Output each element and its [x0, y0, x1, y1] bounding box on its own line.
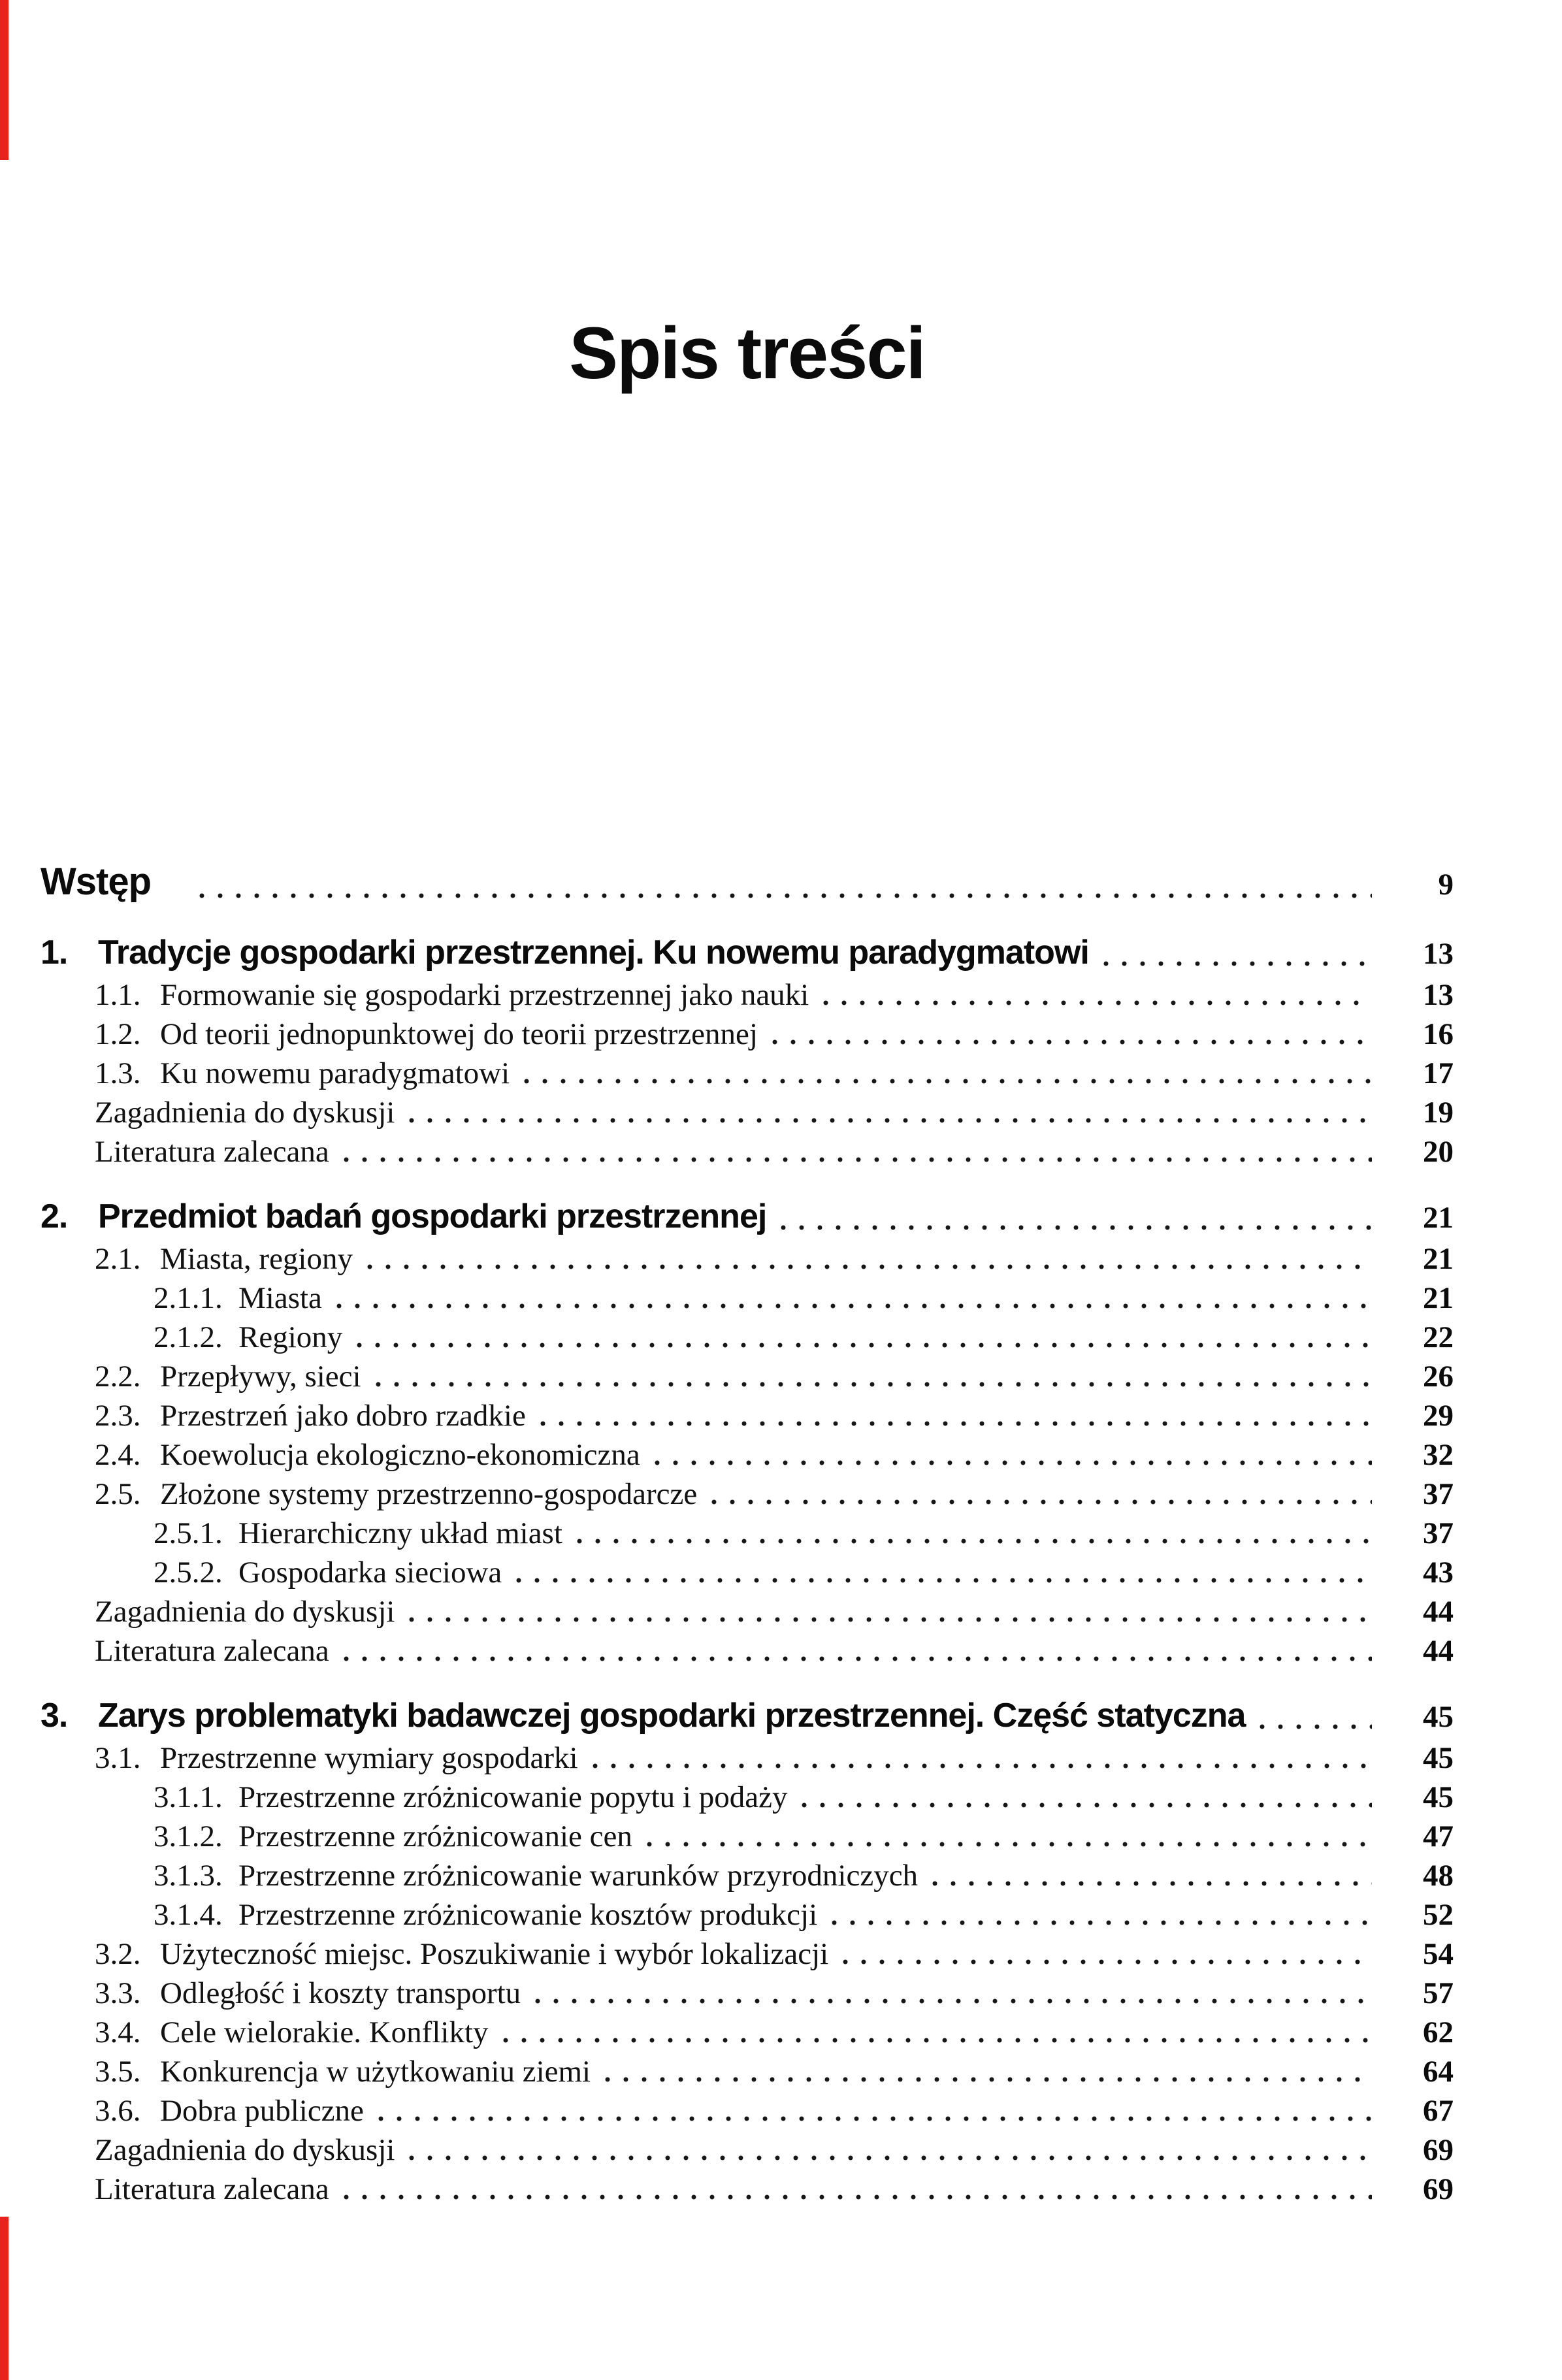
toc-leader-dots — [366, 1263, 1372, 1271]
toc-entry-number: 3.1. — [95, 1741, 141, 1775]
toc-entry-number: 1. — [41, 934, 68, 971]
toc-leader-dots — [335, 1302, 1372, 1311]
toc-row — [95, 2013, 1454, 2052]
toc-entry-number: 2.4. — [95, 1438, 141, 1472]
toc-leader-dots — [771, 1038, 1372, 1047]
toc-page-number: 52 — [1423, 1898, 1454, 1932]
toc-entry-label: Złożone systemy przestrzenno-gospodarcze — [160, 1477, 698, 1511]
scan-artifact-bottom-left — [0, 2217, 8, 2380]
toc-entry-number: 3.5. — [95, 2055, 141, 2089]
toc-entry-label: Przepływy, sieci — [160, 1360, 361, 1394]
toc-page-number: 13 — [1423, 937, 1454, 971]
toc-entry-label: Przestrzenne wymiary gospodarki — [160, 1741, 578, 1775]
toc-entry-number: 3.1.1. — [154, 1780, 223, 1814]
toc-row — [95, 2052, 1454, 2091]
toc-row — [154, 1553, 1454, 1592]
toc-page-number: 16 — [1423, 1017, 1454, 1051]
toc-page-number: 13 — [1423, 978, 1454, 1012]
toc-row — [41, 859, 1454, 907]
toc-entry-number: 3.1.2. — [154, 1819, 223, 1853]
toc-page-number: 21 — [1423, 1201, 1454, 1235]
toc-leader-dots — [591, 1762, 1372, 1770]
toc-leader-dots — [841, 1958, 1372, 1966]
toc-entry-label: Konkurencja w użytkowaniu ziemi — [160, 2055, 591, 2089]
toc-entry-number: 2.5.1. — [154, 1516, 223, 1550]
toc-row — [95, 1239, 1454, 1279]
toc-row — [95, 1132, 1454, 1171]
toc-leader-dots — [408, 1117, 1372, 1125]
toc-entry-label: Cele wielorakie. Konflikty — [160, 2015, 489, 2049]
toc-page-number: 64 — [1423, 2055, 1454, 2089]
toc-entry-label: Użyteczność miejsc. Poszukiwanie i wybór lokalizacji — [160, 1937, 829, 1971]
toc-row — [95, 1396, 1454, 1435]
toc-entry-number: 2. — [41, 1198, 68, 1235]
toc-entry-number: 3.1.3. — [154, 1859, 223, 1893]
toc-leader-dots — [534, 1997, 1372, 2006]
toc-entry-number: 3.4. — [95, 2015, 141, 2049]
toc-entry-label: Przestrzenne zróżnicowanie warunków przyrodniczych — [238, 1859, 919, 1893]
toc-leader-dots — [800, 1801, 1372, 1810]
toc-entry-label: Od teorii jednopunktowej do teorii przestrzennej — [160, 1017, 758, 1051]
toc-row — [41, 1694, 1454, 1738]
toc-entry-number: 2.5. — [95, 1477, 141, 1511]
toc-leader-dots — [539, 1420, 1372, 1428]
toc-row — [95, 1435, 1454, 1475]
toc-entry-label: Gospodarka sieciowa — [238, 1556, 502, 1589]
toc-page-number: 37 — [1423, 1477, 1454, 1511]
toc-leader-dots — [355, 1341, 1372, 1350]
toc-leader-dots — [576, 1537, 1372, 1546]
toc-entry-number: 2.1.1. — [154, 1281, 223, 1315]
toc-row — [95, 1934, 1454, 1974]
toc-entry-label: Zagadnienia do dyskusji — [95, 2133, 395, 2167]
toc-entry-label: Miasta, regiony — [160, 1242, 353, 1276]
toc-leader-dots — [822, 999, 1372, 1007]
toc-row — [95, 1631, 1454, 1671]
toc-row — [95, 2130, 1454, 2170]
toc-entry-label: Przestrzenne zróżnicowanie kosztów produkcji — [238, 1898, 818, 1932]
toc-row — [41, 1195, 1454, 1239]
toc-row — [95, 2170, 1454, 2209]
toc-page-number: 54 — [1423, 1937, 1454, 1971]
toc-entry-label: Literatura zalecana — [95, 1135, 329, 1169]
toc-leader-dots — [523, 1077, 1372, 1086]
toc-entry-label: Przestrzeń jako dobro rzadkie — [160, 1399, 526, 1433]
toc-row — [95, 1974, 1454, 2013]
toc-row — [154, 1778, 1454, 1817]
toc-entry-label: Zagadnienia do dyskusji — [95, 1595, 395, 1629]
toc-entry-number: 3.2. — [95, 1937, 141, 1971]
toc-entry-number: 1.3. — [95, 1056, 141, 1090]
page-title: Spis treści — [569, 312, 925, 394]
toc-entry-label: Zagadnienia do dyskusji — [95, 1096, 395, 1130]
toc-leader-dots — [408, 2154, 1372, 2162]
toc-page-number: 48 — [1423, 1859, 1454, 1893]
toc-row — [95, 975, 1454, 1015]
toc-entry-label: Literatura zalecana — [95, 1634, 329, 1668]
toc-entry-label: Regiony — [238, 1320, 343, 1354]
toc-page-number: 57 — [1423, 1976, 1454, 2010]
toc-entry-number: 2.1. — [95, 1242, 141, 1276]
toc-row — [95, 1475, 1454, 1514]
toc-page-number: 45 — [1423, 1700, 1454, 1734]
toc-page-number: 69 — [1423, 2172, 1454, 2206]
toc-row — [95, 1093, 1454, 1132]
toc-entry-label: Przestrzenne zróżnicowanie cen — [238, 1819, 632, 1853]
toc-page-number: 20 — [1423, 1135, 1454, 1169]
toc-leader-dots — [377, 2115, 1372, 2123]
toc-entry-number: 1.2. — [95, 1017, 141, 1051]
toc-page-number: 44 — [1423, 1595, 1454, 1629]
toc-leader-dots — [374, 1380, 1372, 1389]
toc-leader-dots — [710, 1498, 1372, 1507]
toc-entry-number: 3. — [41, 1697, 68, 1735]
toc-page-number: 21 — [1423, 1281, 1454, 1315]
toc-leader-dots — [779, 1224, 1372, 1232]
toc-entry-number: 3.6. — [95, 2094, 141, 2128]
scan-artifact-top-left — [0, 0, 8, 160]
toc-entry-label: Miasta — [238, 1281, 322, 1315]
toc-leader-dots — [653, 1459, 1372, 1467]
toc-page-number: 26 — [1423, 1360, 1454, 1394]
toc-row — [154, 1318, 1454, 1357]
toc-entry-label: Zarys problematyki badawczej gospodarki przestrzennej. Część statyczna — [98, 1697, 1246, 1735]
toc-entry-number: 2.1.2. — [154, 1320, 223, 1354]
toc-page-number: 17 — [1423, 1056, 1454, 1090]
toc-entry-label: Tradycje gospodarki przestrzennej. Ku nowemu paradygmatowi — [98, 934, 1089, 971]
toc-entry-label: Hierarchiczny układ miast — [238, 1516, 562, 1550]
toc-page-number: 69 — [1423, 2133, 1454, 2167]
toc-row — [95, 1357, 1454, 1396]
toc-entry-number: 2.5.2. — [154, 1556, 223, 1589]
toc-entry-label: Dobra publiczne — [160, 2094, 364, 2128]
toc-entry-number: 3.3. — [95, 1976, 141, 2010]
toc-leader-dots — [342, 1156, 1372, 1164]
toc-entry-label: Przedmiot badań gospodarki przestrzennej — [98, 1198, 767, 1235]
toc-leader-dots — [830, 1919, 1372, 1927]
toc-row — [95, 2091, 1454, 2130]
toc-page-number: 32 — [1423, 1438, 1454, 1472]
toc-row — [154, 1279, 1454, 1318]
toc-row — [41, 931, 1454, 975]
toc-entry-label: Przestrzenne zróżnicowanie popytu i podaży — [238, 1780, 788, 1814]
toc-row — [154, 1514, 1454, 1553]
toc-page-number: 45 — [1423, 1741, 1454, 1775]
toc-leader-dots — [1102, 960, 1372, 968]
toc-page-number: 37 — [1423, 1516, 1454, 1550]
toc-page-number: 19 — [1423, 1096, 1454, 1130]
toc-page-number: 9 — [1438, 868, 1454, 902]
toc-page-number: 47 — [1423, 1819, 1454, 1853]
toc-entry-label: Literatura zalecana — [95, 2172, 329, 2206]
toc-page-number: 43 — [1423, 1556, 1454, 1589]
toc-leader-dots — [515, 1576, 1372, 1585]
table-of-contents — [0, 859, 1562, 2209]
toc-page-number: 45 — [1423, 1780, 1454, 1814]
toc-row — [154, 1817, 1454, 1856]
toc-leader-dots — [931, 1880, 1372, 1888]
toc-page-number: 22 — [1423, 1320, 1454, 1354]
toc-page-number: 67 — [1423, 2094, 1454, 2128]
toc-leader-dots — [342, 2193, 1372, 2202]
toc-entry-number: 3.1.4. — [154, 1898, 223, 1932]
toc-leader-dots — [408, 1616, 1372, 1624]
toc-leader-dots — [645, 1840, 1372, 1849]
toc-entry-label: Formowanie się gospodarki przestrzennej jako nauki — [160, 978, 809, 1012]
toc-row — [154, 1856, 1454, 1895]
toc-entry-label: Wstęp — [41, 860, 151, 903]
toc-leader-dots — [198, 892, 1372, 900]
toc-row — [95, 1738, 1454, 1778]
toc-leader-dots — [342, 1655, 1372, 1663]
toc-entry-number: 2.3. — [95, 1399, 141, 1433]
toc-entry-label: Odległość i koszty transportu — [160, 1976, 521, 2010]
toc-row — [95, 1592, 1454, 1631]
toc-leader-dots — [502, 2036, 1373, 2045]
toc-entry-label: Koewolucja ekologiczno-ekonomiczna — [160, 1438, 640, 1472]
toc-page-number: 29 — [1423, 1399, 1454, 1433]
toc-row — [95, 1015, 1454, 1054]
toc-page-number: 62 — [1423, 2015, 1454, 2049]
toc-entry-number: 2.2. — [95, 1360, 141, 1394]
toc-leader-dots — [604, 2076, 1372, 2084]
toc-page-number: 44 — [1423, 1634, 1454, 1668]
toc-entry-number: 1.1. — [95, 978, 141, 1012]
toc-entry-label: Ku nowemu paradygmatowi — [160, 1056, 510, 1090]
toc-row — [154, 1895, 1454, 1934]
toc-row — [95, 1054, 1454, 1093]
toc-page-number: 21 — [1423, 1242, 1454, 1276]
toc-leader-dots — [1258, 1723, 1372, 1731]
